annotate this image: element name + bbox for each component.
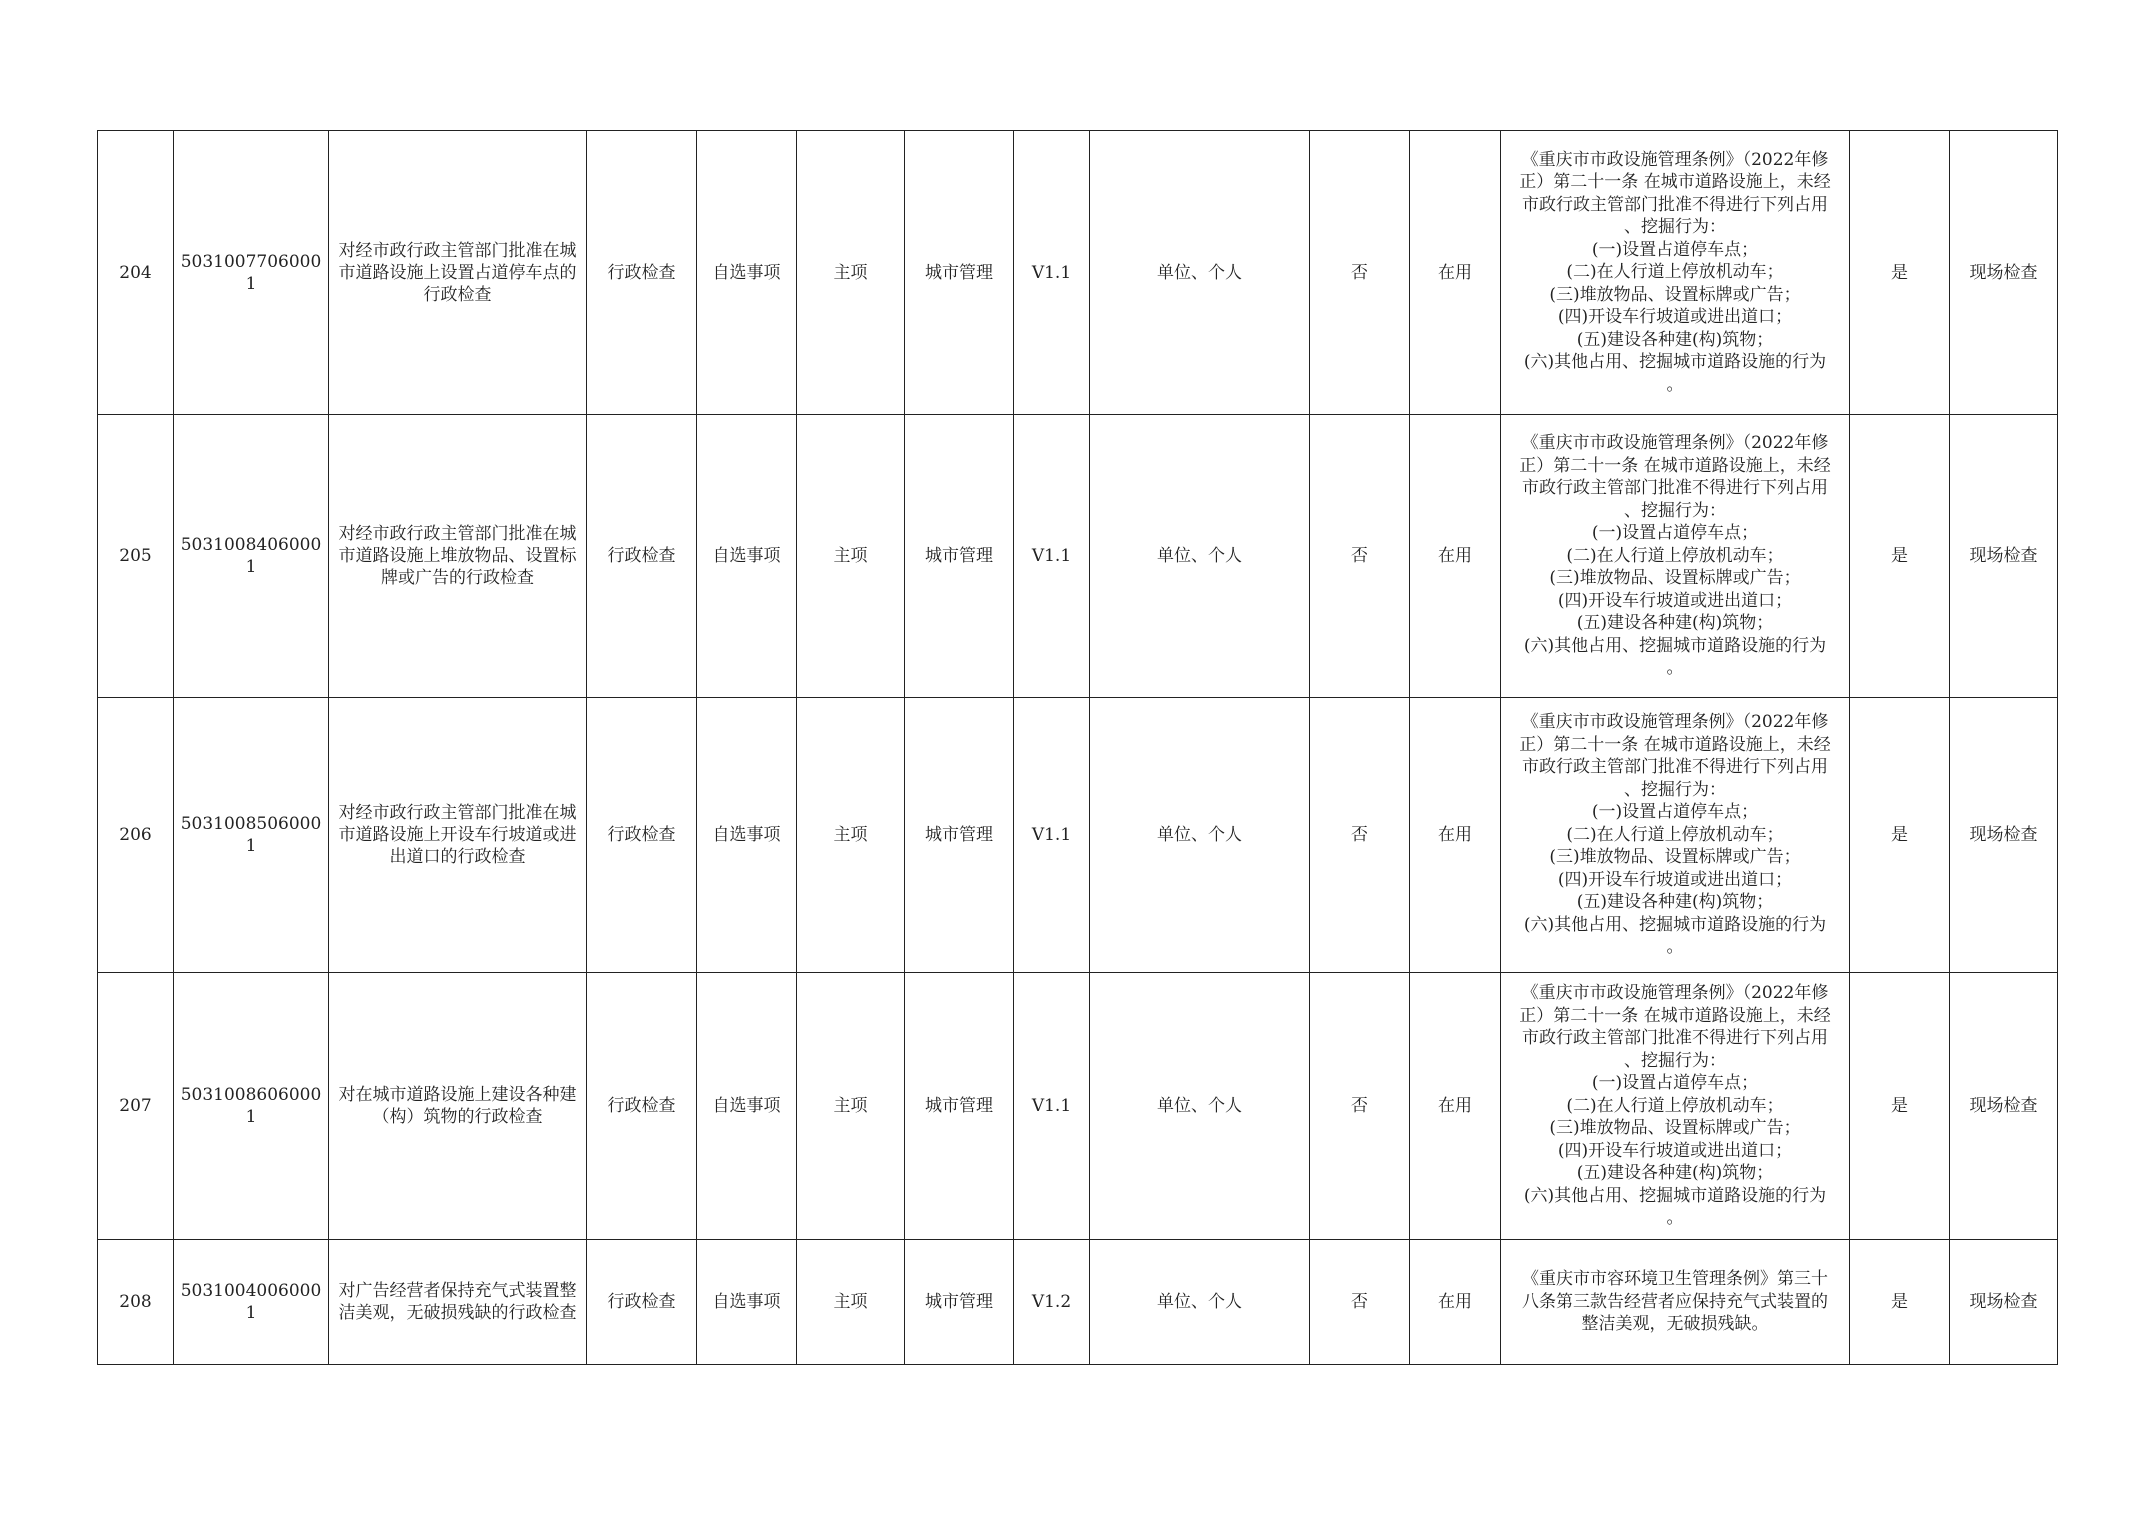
legal-basis-line: (四)开设车行坡道或进出道口；: [1557, 307, 1793, 328]
status-cell: 在用: [1410, 415, 1501, 698]
legal-basis-line: (二)在人行道上停放机动车；: [1566, 545, 1784, 566]
flag-cell: 否: [1310, 973, 1410, 1240]
table-row: [98, 698, 2058, 973]
legal-basis-line: (六)其他占用、挖掘城市道路设施的行为: [1523, 635, 1827, 656]
legal-basis-line: (三)堆放物品、设置标牌或广告；: [1549, 568, 1801, 589]
item-type-cell: 行政检查: [587, 973, 697, 1240]
status-cell: 在用: [1410, 1240, 1501, 1365]
legal-basis-line: 市政行政主管部门批准不得进行下列占用: [1522, 757, 1828, 778]
legal-basis-cell: [1501, 698, 1850, 973]
legal-basis-line: (一)设置占道停车点；: [1591, 802, 1759, 823]
legal-basis-line: 八条第三款告经营者应保持充气式装置的: [1522, 1291, 1828, 1312]
item-category-cell: 自选事项: [697, 1240, 797, 1365]
item-code-cell: 50310086060001: [174, 973, 329, 1240]
legal-basis-cell: [1501, 973, 1850, 1240]
legal-basis-line: (二)在人行道上停放机动车；: [1566, 1095, 1784, 1116]
item-code-cell: 50310085060001: [174, 698, 329, 973]
legal-basis-line: (二)在人行道上停放机动车；: [1566, 824, 1784, 845]
legal-basis-line: (五)建设各种建(构)筑物；: [1576, 329, 1774, 350]
flag-cell: 否: [1310, 415, 1410, 698]
item-name-cell: 对广告经营者保持充气式装置整洁美观，无破损残缺的行政检查: [329, 1240, 587, 1365]
target-cell: 单位、个人: [1090, 973, 1310, 1240]
yes-cell: 是: [1850, 973, 1950, 1240]
item-type-cell: 行政检查: [587, 1240, 697, 1365]
item-kind-cell: 主项: [797, 973, 905, 1240]
legal-basis-line: (五)建设各种建(构)筑物；: [1576, 1163, 1774, 1184]
inspection-method-cell: 现场检查: [1950, 415, 2058, 698]
item-type-cell: 行政检查: [587, 415, 697, 698]
legal-basis-line: (三)堆放物品、设置标牌或广告；: [1549, 1118, 1801, 1139]
item-code-cell: 50310040060001: [174, 1240, 329, 1365]
legal-basis-line: 正）第二十一条 在城市道路设施上，未经: [1519, 734, 1831, 755]
row-number-cell: 206: [98, 698, 174, 973]
legal-basis-line: 《重庆市市政设施管理条例》（2022年修: [1521, 149, 1829, 170]
table-row: [98, 973, 2058, 1240]
version-cell: V1.1: [1014, 973, 1090, 1240]
inspection-items-table: [97, 130, 2058, 1365]
legal-basis-cell: [1501, 415, 1850, 698]
domain-cell: 城市管理: [905, 415, 1014, 698]
legal-basis-line: 《重庆市市政设施管理条例》（2022年修: [1521, 983, 1829, 1004]
legal-basis-line: 正）第二十一条 在城市道路设施上，未经: [1519, 172, 1831, 193]
legal-basis-line: (二)在人行道上停放机动车；: [1566, 262, 1784, 283]
inspection-method-cell: 现场检查: [1950, 973, 2058, 1240]
item-category-cell: 自选事项: [697, 973, 797, 1240]
legal-basis-line: 正）第二十一条 在城市道路设施上，未经: [1519, 1005, 1831, 1026]
inspection-method-cell: 现场检查: [1950, 698, 2058, 973]
target-cell: 单位、个人: [1090, 1240, 1310, 1365]
flag-cell: 否: [1310, 131, 1410, 415]
legal-basis-line: 市政行政主管部门批准不得进行下列占用: [1522, 478, 1828, 499]
status-cell: 在用: [1410, 698, 1501, 973]
item-name-cell: 对经市政行政主管部门批准在城市道路设施上堆放物品、设置标牌或广告的行政检查: [329, 415, 587, 698]
target-cell: 单位、个人: [1090, 131, 1310, 415]
flag-cell: 否: [1310, 698, 1410, 973]
inspection-method-cell: 现场检查: [1950, 1240, 2058, 1365]
table-row: [98, 131, 2058, 415]
domain-cell: 城市管理: [905, 973, 1014, 1240]
legal-basis-line: (五)建设各种建(构)筑物；: [1576, 613, 1774, 634]
table-body: [98, 131, 2058, 1365]
row-number-cell: 204: [98, 131, 174, 415]
version-cell: V1.1: [1014, 131, 1090, 415]
legal-basis-line: (六)其他占用、挖掘城市道路设施的行为: [1523, 352, 1827, 373]
item-category-cell: 自选事项: [697, 415, 797, 698]
legal-basis-line: (三)堆放物品、设置标牌或广告；: [1549, 847, 1801, 868]
legal-basis-line: (五)建设各种建(构)筑物；: [1576, 892, 1774, 913]
item-type-cell: 行政检查: [587, 131, 697, 415]
legal-basis-line: 。: [1666, 374, 1684, 395]
legal-basis-line: 《重庆市市容环境卫生管理条例》第三十: [1522, 1269, 1828, 1290]
domain-cell: 城市管理: [905, 131, 1014, 415]
legal-basis-line: 。: [1666, 1208, 1684, 1229]
item-kind-cell: 主项: [797, 415, 905, 698]
legal-basis-line: 、挖掘行为：: [1624, 1050, 1726, 1071]
status-cell: 在用: [1410, 973, 1501, 1240]
legal-basis-line: (四)开设车行坡道或进出道口；: [1557, 869, 1793, 890]
legal-basis-line: (三)堆放物品、设置标牌或广告；: [1549, 284, 1801, 305]
item-code-cell: 50310084060001: [174, 415, 329, 698]
table-row: [98, 415, 2058, 698]
item-category-cell: 自选事项: [697, 698, 797, 973]
row-number-cell: 205: [98, 415, 174, 698]
legal-basis-cell: [1501, 1240, 1850, 1365]
legal-basis-line: 市政行政主管部门批准不得进行下列占用: [1522, 1028, 1828, 1049]
legal-basis-line: (四)开设车行坡道或进出道口；: [1557, 590, 1793, 611]
yes-cell: 是: [1850, 415, 1950, 698]
table-row: [98, 1240, 2058, 1365]
yes-cell: 是: [1850, 131, 1950, 415]
inspection-method-cell: 现场检查: [1950, 131, 2058, 415]
item-code-cell: 50310077060001: [174, 131, 329, 415]
legal-basis-line: 。: [1666, 658, 1684, 679]
domain-cell: 城市管理: [905, 1240, 1014, 1365]
item-kind-cell: 主项: [797, 1240, 905, 1365]
item-name-cell: 对经市政行政主管部门批准在城市道路设施上设置占道停车点的行政检查: [329, 131, 587, 415]
row-number-cell: 207: [98, 973, 174, 1240]
legal-basis-line: (一)设置占道停车点；: [1591, 523, 1759, 544]
legal-basis-line: (六)其他占用、挖掘城市道路设施的行为: [1523, 914, 1827, 935]
item-kind-cell: 主项: [797, 698, 905, 973]
yes-cell: 是: [1850, 698, 1950, 973]
legal-basis-line: 。: [1666, 937, 1684, 958]
legal-basis-line: 《重庆市市政设施管理条例》（2022年修: [1521, 433, 1829, 454]
yes-cell: 是: [1850, 1240, 1950, 1365]
legal-basis-line: 正）第二十一条 在城市道路设施上，未经: [1519, 455, 1831, 476]
item-kind-cell: 主项: [797, 131, 905, 415]
flag-cell: 否: [1310, 1240, 1410, 1365]
legal-basis-line: 、挖掘行为：: [1624, 217, 1726, 238]
legal-basis-line: (一)设置占道停车点；: [1591, 239, 1759, 260]
target-cell: 单位、个人: [1090, 415, 1310, 698]
status-cell: 在用: [1410, 131, 1501, 415]
version-cell: V1.1: [1014, 698, 1090, 973]
item-category-cell: 自选事项: [697, 131, 797, 415]
legal-basis-line: (六)其他占用、挖掘城市道路设施的行为: [1523, 1185, 1827, 1206]
row-number-cell: 208: [98, 1240, 174, 1365]
item-name-cell: 对经市政行政主管部门批准在城市道路设施上开设车行坡道或进出道口的行政检查: [329, 698, 587, 973]
version-cell: V1.2: [1014, 1240, 1090, 1365]
domain-cell: 城市管理: [905, 698, 1014, 973]
legal-basis-line: 《重庆市市政设施管理条例》（2022年修: [1521, 712, 1829, 733]
item-type-cell: 行政检查: [587, 698, 697, 973]
legal-basis-line: (一)设置占道停车点；: [1591, 1073, 1759, 1094]
legal-basis-line: (四)开设车行坡道或进出道口；: [1557, 1140, 1793, 1161]
item-name-cell: 对在城市道路设施上建设各种建（构）筑物的行政检查: [329, 973, 587, 1240]
target-cell: 单位、个人: [1090, 698, 1310, 973]
legal-basis-line: 、挖掘行为：: [1624, 500, 1726, 521]
legal-basis-line: 整洁美观，无破损残缺。: [1581, 1314, 1769, 1335]
legal-basis-line: 市政行政主管部门批准不得进行下列占用: [1522, 194, 1828, 215]
version-cell: V1.1: [1014, 415, 1090, 698]
legal-basis-line: 、挖掘行为：: [1624, 779, 1726, 800]
legal-basis-cell: [1501, 131, 1850, 415]
